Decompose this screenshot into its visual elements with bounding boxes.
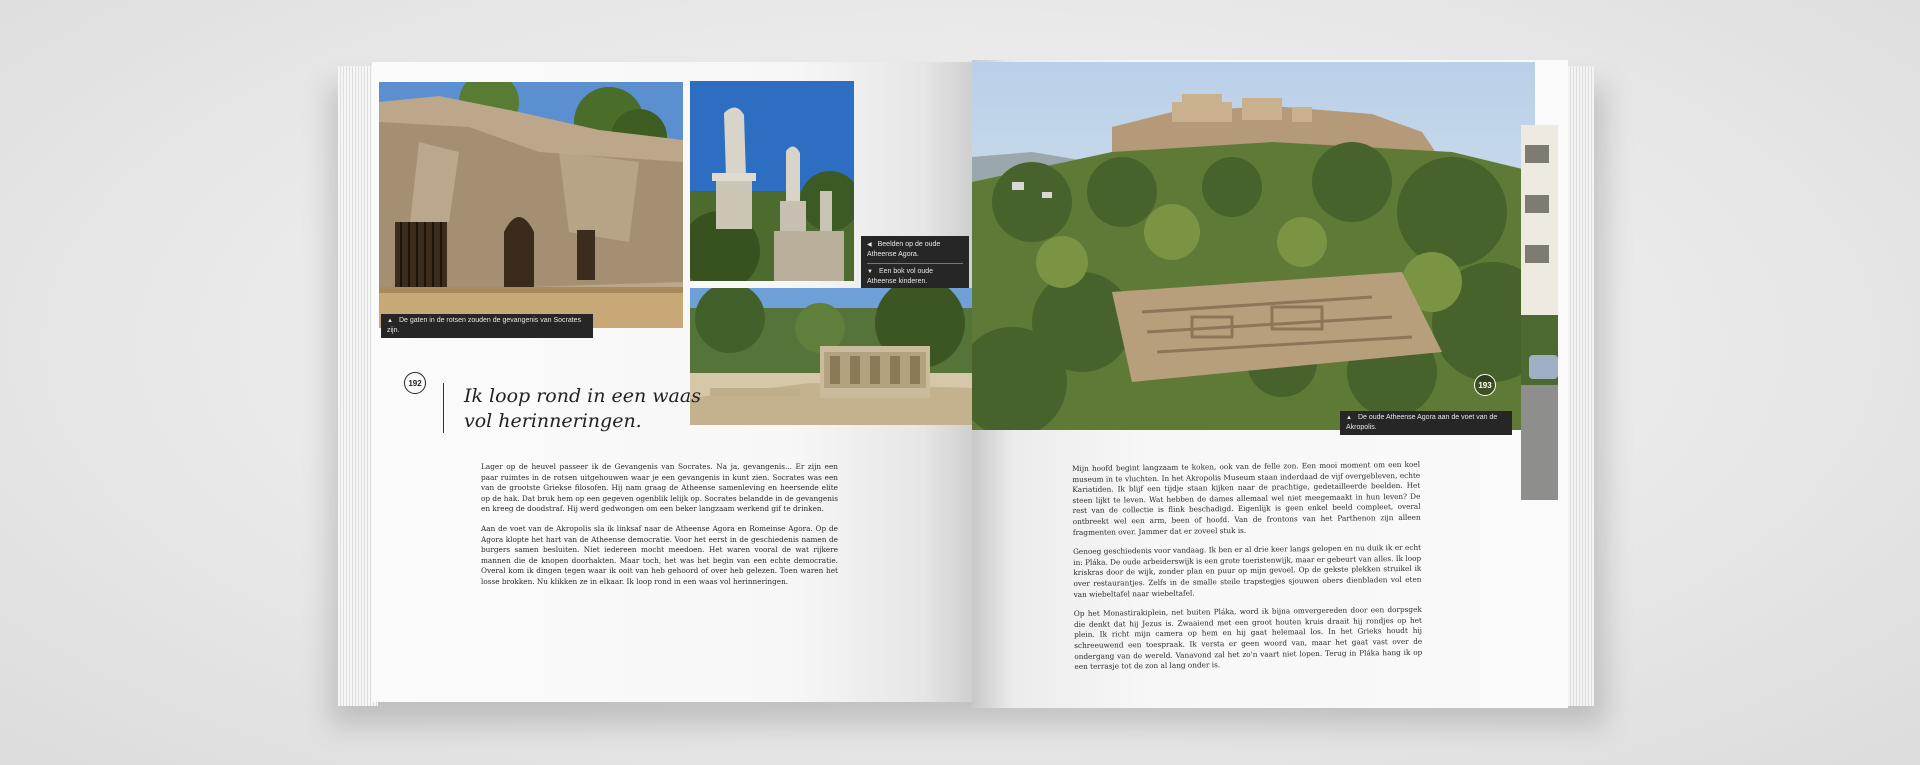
heading-rule bbox=[443, 383, 444, 433]
paragraph: Op het Monastirakiplein, net buiten Pláka, word ik bijna omvergereden door een dorpsgek die denkt dat hij Jezus is. Zwaaiend met een groot houten kruis draait hij rondjes op het plein. Ik richt mijn camera op hem en hij gaat helemaal los. In het Grieks houdt hij schreeuwend een toespraak. Ik versta er geen woord van, maar het gaat vast over de ondergang van de wereld. Vanavond zal het zo'n vaart niet lopen. Terug in Pláka hang ik op een terrasje tot de zon al lang onder is. bbox=[1073, 604, 1423, 672]
photo-acropolis-agora-image bbox=[972, 62, 1535, 430]
caption-statues-line-1 bbox=[867, 240, 963, 260]
caption-divider bbox=[867, 263, 963, 264]
caption-statues bbox=[861, 236, 969, 291]
paragraph: Lager op de heuvel passeer ik de Gevangenis van Socrates. Na ja, gevangenis... Er zijn een paar ruimtes in de rotsen uitgehouwen waar je een gevangenis in kunt zien. Socrates was een van de grootste Griekse filosofen. Hij nam graag de Atheense samenleving en heersende elite op de hak. Dat bruk hem op een gegeven ogenblik lelijk op. Socrates belandde in de gevangenis en kreeg de doodstraf. Hij werd gedwongen om een beker langzaam werkend gif te drinken. bbox=[481, 462, 838, 514]
caption-agora-acropolis bbox=[1340, 411, 1512, 435]
chapter-heading: Ik loop rond in een waas vol herinneringen. bbox=[464, 385, 701, 432]
right-body-text bbox=[1072, 460, 1423, 682]
photo-agora-statues-image bbox=[690, 81, 854, 281]
caption-text: De oude Atheense Agora aan de voet van de Akropolis. bbox=[1346, 414, 1498, 431]
paragraph: Genoeg geschiedenis voor vandaag. Ik ben er al drie keer langs gelopen en nu duik ik er echt in: Pláka. De oude arbeiderswijk is een grote toeristenwijk, maar er gebeurt van alles. Ik loop kriskras door de wijk, zonder plan en puur op mijn gevoel. Op de gekste plekken struikel ik over restaurantjes. Zelfs in de smalle steile trapstegjes sjouwen obers dienbladen vol eten van wiebeltafel naar wiebeltafel. bbox=[1073, 542, 1422, 599]
caption-statues-text-1: Beelden op de oude Atheense Agora. bbox=[867, 241, 941, 258]
caption-text: De gaten in de rotsen zouden de gevangenis van Socrates zijn. bbox=[387, 317, 582, 334]
caption-statues-line-2 bbox=[867, 267, 963, 287]
triangle-down-icon: ▼ bbox=[867, 269, 873, 275]
photo-foldout-edge bbox=[1521, 125, 1558, 500]
page-number-left: 192 bbox=[404, 372, 426, 394]
left-body-text bbox=[481, 462, 838, 597]
photo-street-edge-image bbox=[1521, 125, 1558, 500]
photo-acropolis-agora bbox=[972, 62, 1535, 430]
triangle-up-icon: ▲ bbox=[1346, 415, 1352, 421]
photo-socrates-prison-image bbox=[379, 82, 683, 328]
triangle-up-icon: ▲ bbox=[387, 318, 393, 324]
caption-socrates-prison bbox=[381, 314, 593, 338]
page-number-right: 193 bbox=[1474, 374, 1496, 396]
photo-agora-statues bbox=[690, 81, 854, 281]
caption-statues-text-2: Een bok vol oude Atheense kinderen. bbox=[867, 268, 934, 285]
photo-socrates-prison bbox=[379, 82, 683, 328]
triangle-left-icon: ◀ bbox=[867, 242, 872, 248]
paragraph: Mijn hoofd begint langzaam te koken, ook van de felle zon. Een mooi moment om een koel museum in te vluchten. In het Akropolis Museum staan inderdaad de vijf overgebleven, echte Kariatiden. Ik blijf een tijdje staan kijken naar de prachtige, gedetailleerde beelden. Het steen lijkt te leven. Wat hebben de dames allemaal wel niet meegemaakt in hun leven? De rest van de collectie is flink beschadigd. Eigenlijk is geen enkel beeld compleet, overal ontbreekt wel een arm, been of hoofd. Van de frontons van het Parthenon zijn alleen fragmenten over. Jammer dat er zoveel stuk is. bbox=[1072, 459, 1421, 537]
paragraph: Aan de voet van de Akropolis sla ik linksaf naar de Atheense Agora en Romeinse Agora. Op de Agora klopte het hart van de Atheense democratie. Voor het eerst in de geschiedenis namen de burgers samen besluiten. Niet iedereen mocht meedoen. Het waren vooral de wat rijkere mannen die de knopen doorhakten. Maar toch, het was het begin van een echte democratie. Overal kom ik dingen tegen waar ik ooit van heb gehoord of over heb gelezen. Toen waren het losse brokken. Nu klikken ze in elkaar. Ik loop rond in een waas vol herinneringen. bbox=[481, 523, 838, 586]
